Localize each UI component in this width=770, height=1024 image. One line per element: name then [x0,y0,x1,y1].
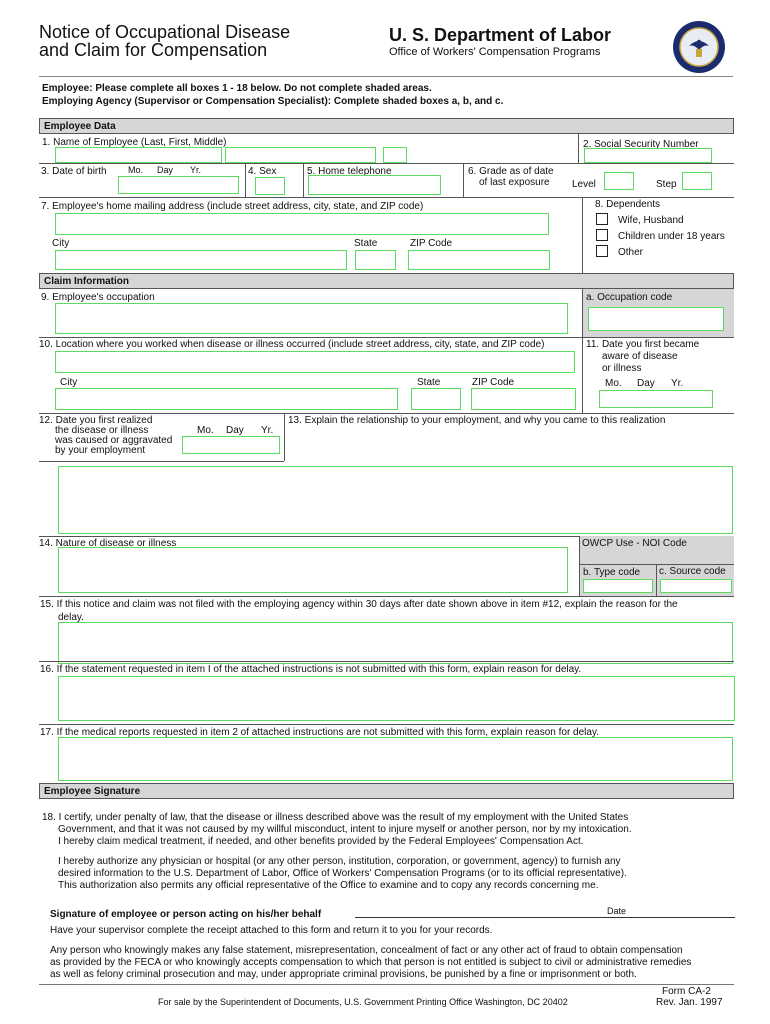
date-label: Date [607,906,627,916]
work-city-field[interactable] [55,388,398,410]
authorization-line3: This authorization also permits any official representative of the Office to examine and to copy any records concerning me. [58,880,599,891]
dob-mo-label: Mo. [128,165,144,175]
divider [656,564,657,596]
occupation-field[interactable] [55,303,568,334]
certification-line1: 18. I certify, under penalty of law, that the disease or illness described above was the result of my employment with the United States [42,812,629,823]
ssn-label: 2. Social Security Number [583,139,699,150]
nature-of-disease-label: 14. Nature of disease or illness [39,538,177,549]
work-location-field[interactable] [55,351,575,373]
work-zip-label: ZIP Code [472,377,515,388]
q15-explanation-field[interactable] [58,622,733,664]
signature-label: Signature of employee or person acting on his/her behalf [50,909,322,920]
section-claim-information: Claim Information [39,273,734,289]
instructions-employee: Employee: Please complete all boxes 1 - 18 below. Do not complete shaded areas. [42,83,432,94]
divider [39,163,734,164]
authorization-line1: I hereby authorize any physician or hospital (or any other person, institution, corporation, or government, agency) to furnish any [58,856,621,867]
divider [284,413,285,461]
last-name-field[interactable] [55,147,222,163]
q16-explanation-field[interactable] [58,676,735,721]
dob-field[interactable] [118,176,239,194]
divider [582,197,583,273]
department-name: U. S. Department of Labor [389,25,612,45]
divider [39,413,734,414]
form-number: Form CA-2 [662,986,711,997]
dob-day-label: Day [157,165,174,175]
header-divider [39,76,733,77]
dependent-other-checkbox[interactable] [596,245,608,257]
source-code-label: c. Source code [659,566,726,577]
phone-label: 5. Home telephone [307,166,392,177]
source-code-field[interactable] [660,579,732,593]
realized-date-label-3: was caused or aggravated [55,435,173,446]
home-zip-field[interactable] [408,250,550,270]
office-name: Office of Workers' Compensation Programs [389,46,601,58]
home-city-field[interactable] [55,250,347,270]
owcp-noi-code-label: OWCP Use - NOI Code [582,538,687,549]
aware-date-label-2: aware of disease [602,351,678,362]
q17-explanation-field[interactable] [58,737,733,781]
occupation-code-label: a. Occupation code [586,292,673,303]
dependents-label: 8. Dependents [595,199,661,210]
form-title-line1: Notice of Occupational Disease [39,22,291,42]
form-revision: Rev. Jan. 1997 [656,997,723,1008]
aware-day-label: Day [637,378,655,389]
divider [39,661,734,662]
fraud-warning-line1: Any person who knowingly makes any false statement, misrepresentation, concealment of fact or any other act of fraud to obtain compensation [50,945,683,956]
divider [39,461,284,462]
realized-day-label: Day [226,425,244,436]
dependent-children-checkbox[interactable] [596,229,608,241]
divider [245,163,246,197]
middle-initial-field[interactable] [383,147,407,163]
realized-mo-label: Mo. [197,425,214,436]
certification-line3: I hereby claim medical treatment, if needed, and other benefits provided by the Federal Employees' Compensation Act. [58,836,584,847]
dol-seal-logo [672,20,726,74]
occupation-code-field[interactable] [588,307,724,331]
divider [39,337,734,338]
nature-of-disease-field[interactable] [58,547,568,593]
realized-date-field[interactable] [182,436,280,454]
divider [39,724,734,725]
name-label: 1. Name of Employee (Last, First, Middle) [42,137,227,148]
dob-yr-label: Yr. [190,165,202,175]
work-state-field[interactable] [411,388,461,410]
type-code-label: b. Type code [583,567,641,578]
section-employee-signature: Employee Signature [39,783,734,799]
sex-label: 4. Sex [248,166,277,177]
footer-divider [39,984,734,985]
authorization-line2: desired information to the U.S. Department of Labor, Office of Workers' Compensation Programs (or to its official representative). [58,868,627,879]
type-code-field[interactable] [583,579,653,593]
dependent-spouse-checkbox[interactable] [596,213,608,225]
form-title-line2: and Claim for Compensation [39,40,268,60]
fraud-warning-line2: as provided by the FECA or who knowingly accepts compensation to which that person is not entitled is subject to civil or administrative remedies [50,957,692,968]
realized-yr-label: Yr. [261,425,274,436]
dependent-children-label: Children under 18 years [618,231,725,242]
signature-line[interactable] [355,917,735,918]
home-state-label: State [354,238,378,249]
realized-date-label-1: 12. Date you first realized [39,415,153,426]
first-name-field[interactable] [225,147,376,163]
dependent-other-label: Other [618,247,644,258]
receipt-note: Have your supervisor complete the receipt attached to this form and return it to you for your records. [50,925,493,936]
home-city-label: City [52,238,70,249]
explain-relationship-label: 13. Explain the relationship to your employment, and why you came to this realization [288,415,666,426]
q17-label: 17. If the medical reports requested in item 2 of attached instructions are not submitted with this form, explain reason for delay. [40,727,599,738]
grade-step-label: Step [656,179,677,190]
aware-date-label-1: 11. Date you first became [586,339,700,350]
dob-label: 3. Date of birth [41,166,107,177]
grade-step-field[interactable] [682,172,712,190]
divider [39,197,734,198]
instructions-agency: Employing Agency (Supervisor or Compensation Specialist): Complete shaded boxes a, b, and c. [42,96,504,107]
q16-label: 16. If the statement requested in item I of the attached instructions is not submitted with this form, explain reason for delay. [40,664,582,675]
sex-field[interactable] [255,177,285,195]
aware-date-label-3: or illness [602,363,642,374]
grade-label-1: 6. Grade as of date [468,166,554,177]
section-employee-data: Employee Data [39,118,734,134]
ssn-field[interactable] [584,148,712,163]
grade-level-field[interactable] [604,172,634,190]
explain-relationship-field[interactable] [58,466,733,534]
footer-sale-note: For sale by the Superintendent of Documents, U.S. Government Printing Office Washington, DC 20402 [158,997,568,1007]
aware-mo-label: Mo. [605,378,622,389]
work-zip-field[interactable] [471,388,576,410]
grade-level-label: Level [572,179,596,190]
address-label: 7. Employee's home mailing address (include street address, city, state, and ZIP code) [41,201,424,212]
divider [579,536,580,596]
q15-label-line2: delay. [58,612,84,623]
street-address-field[interactable] [55,213,549,235]
occupation-label: 9. Employee's occupation [41,292,155,303]
fraud-warning-line3: as well as felony criminal prosecution and may, under appropriate criminal provisions, be punished by a fine or imprisonment or both. [50,969,637,980]
home-phone-field[interactable] [308,175,441,195]
realized-date-label-2: the disease or illness [55,425,149,436]
divider [578,134,579,164]
divider [582,337,583,413]
certification-line2: Government, and that it was not caused by my willful misconduct, intent to injure myself or another person, nor by my intoxication. [58,824,632,835]
divider [582,289,583,337]
home-zip-label: ZIP Code [410,238,453,249]
divider [463,163,464,197]
aware-yr-label: Yr. [671,378,684,389]
divider [303,163,304,197]
q15-label-line1: 15. If this notice and claim was not filed with the employing agency within 30 days after date shown above in item #12, explain the reason for the [40,599,678,610]
grade-label-2: of last exposure [479,177,550,188]
work-state-label: State [417,377,441,388]
work-city-label: City [60,377,78,388]
home-state-field[interactable] [355,250,396,270]
divider [39,596,734,597]
dependent-spouse-label: Wife, Husband [618,215,684,226]
aware-date-field[interactable] [599,390,713,408]
location-label: 10. Location where you worked when disease or illness occurred (include street address, city, state, and ZIP code) [39,339,545,350]
realized-date-label-4: by your employment [55,445,146,456]
